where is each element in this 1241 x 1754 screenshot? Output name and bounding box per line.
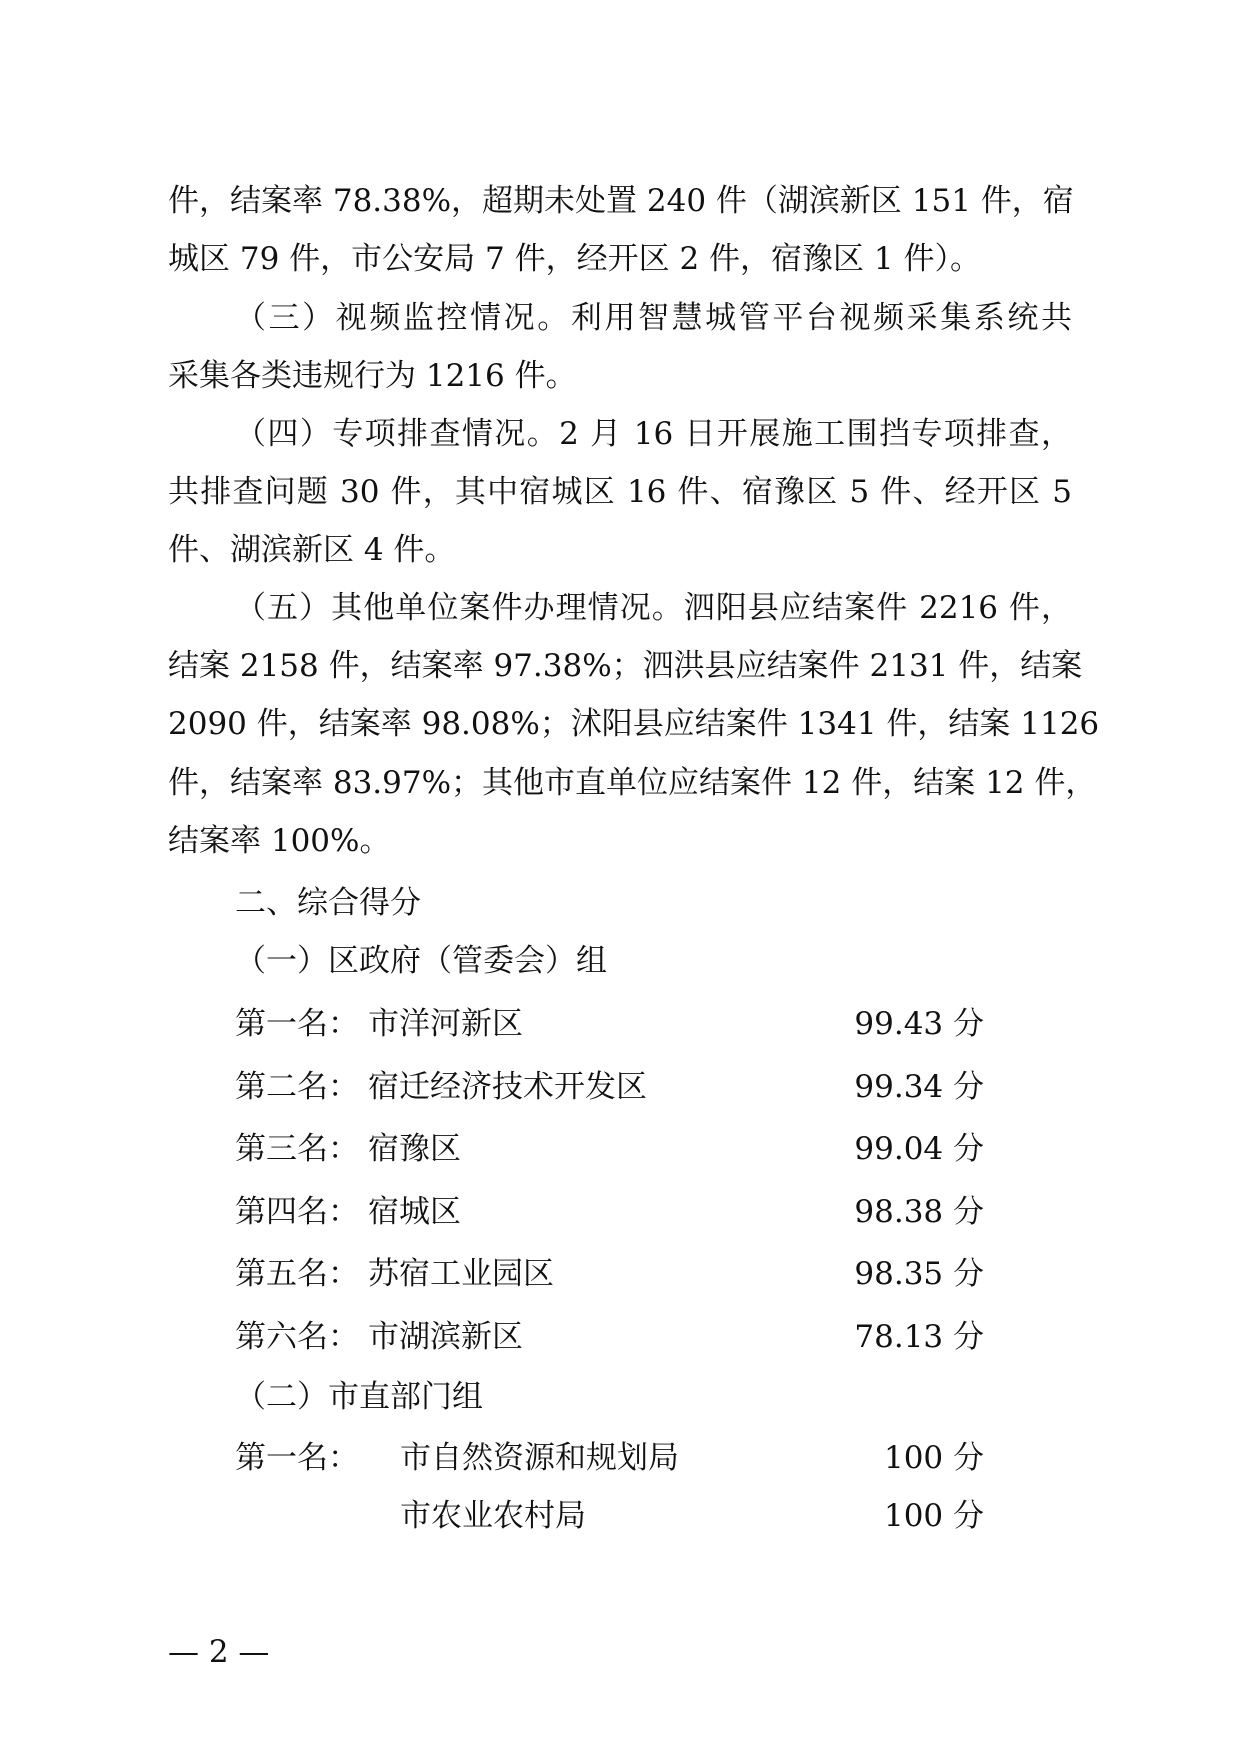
page-number: — 2 —: [168, 1634, 270, 1670]
paragraph-line: （四）专项排查情况。2 月 16 日开展施工围挡专项排查，: [235, 416, 1072, 452]
paragraph-line: 件、湖滨新区 4 件。: [168, 532, 456, 568]
rank-label: 第五名：: [235, 1256, 359, 1292]
paragraph-line: 件，结案率 78.38%，超期未处置 240 件（湖滨新区 151 件，宿: [168, 183, 1074, 219]
paragraph-line: 采集各类违规行为 1216 件。: [168, 358, 577, 394]
paragraph-line: 城区 79 件，市公安局 7 件，经开区 2 件，宿豫区 1 件）。: [168, 241, 981, 277]
paragraph-line: （三）视频监控情况。利用智慧城管平台视频采集系统共: [235, 300, 1072, 336]
rank-label: 第三名：: [235, 1131, 359, 1167]
paragraph-line: 共排查问题 30 件，其中宿城区 16 件、宿豫区 5 件、经开区 5: [168, 474, 1072, 510]
paragraph-line: 件，结案率 83.97%；其他市直单位应结案件 12 件，结案 12 件，: [168, 765, 1097, 801]
score-value: 98.38 分: [854, 1194, 984, 1230]
rank-label: 第六名：: [235, 1319, 359, 1355]
section-heading: 二、综合得分: [235, 885, 421, 921]
unit-name: 市洋河新区: [368, 1006, 523, 1042]
score-value: 98.35 分: [854, 1256, 984, 1292]
unit-name: 市湖滨新区: [368, 1319, 523, 1355]
score-value: 78.13 分: [854, 1319, 984, 1355]
paragraph-line: 2090 件，结案率 98.08%；沭阳县应结案件 1341 件，结案 1126: [168, 706, 1100, 742]
unit-name: 市农业农村局: [400, 1498, 586, 1534]
unit-name: 宿城区: [368, 1194, 461, 1230]
rank-label: 第二名：: [235, 1069, 359, 1105]
rank-label: 第一名：: [235, 1006, 359, 1042]
score-value: 100 分: [883, 1498, 984, 1534]
rank-label: 第一名：: [235, 1440, 359, 1476]
unit-name: 市自然资源和规划局: [400, 1440, 679, 1476]
score-value: 100 分: [883, 1440, 984, 1476]
paragraph-line: 结案率 100%。: [168, 823, 391, 859]
score-value: 99.34 分: [854, 1069, 984, 1105]
score-value: 99.04 分: [854, 1131, 984, 1167]
group-heading: （一）区政府（管委会）组: [235, 943, 607, 979]
score-value: 99.43 分: [854, 1006, 984, 1042]
rank-label: 第四名：: [235, 1194, 359, 1230]
group-heading: （二）市直部门组: [235, 1379, 483, 1415]
paragraph-line: （五）其他单位案件办理情况。泗阳县应结案件 2216 件，: [235, 590, 1072, 626]
unit-name: 宿豫区: [368, 1131, 461, 1167]
unit-name: 宿迁经济技术开发区: [368, 1069, 647, 1105]
paragraph-line: 结案 2158 件，结案率 97.38%；泗洪县应结案件 2131 件，结案: [168, 648, 1083, 684]
unit-name: 苏宿工业园区: [368, 1256, 554, 1292]
